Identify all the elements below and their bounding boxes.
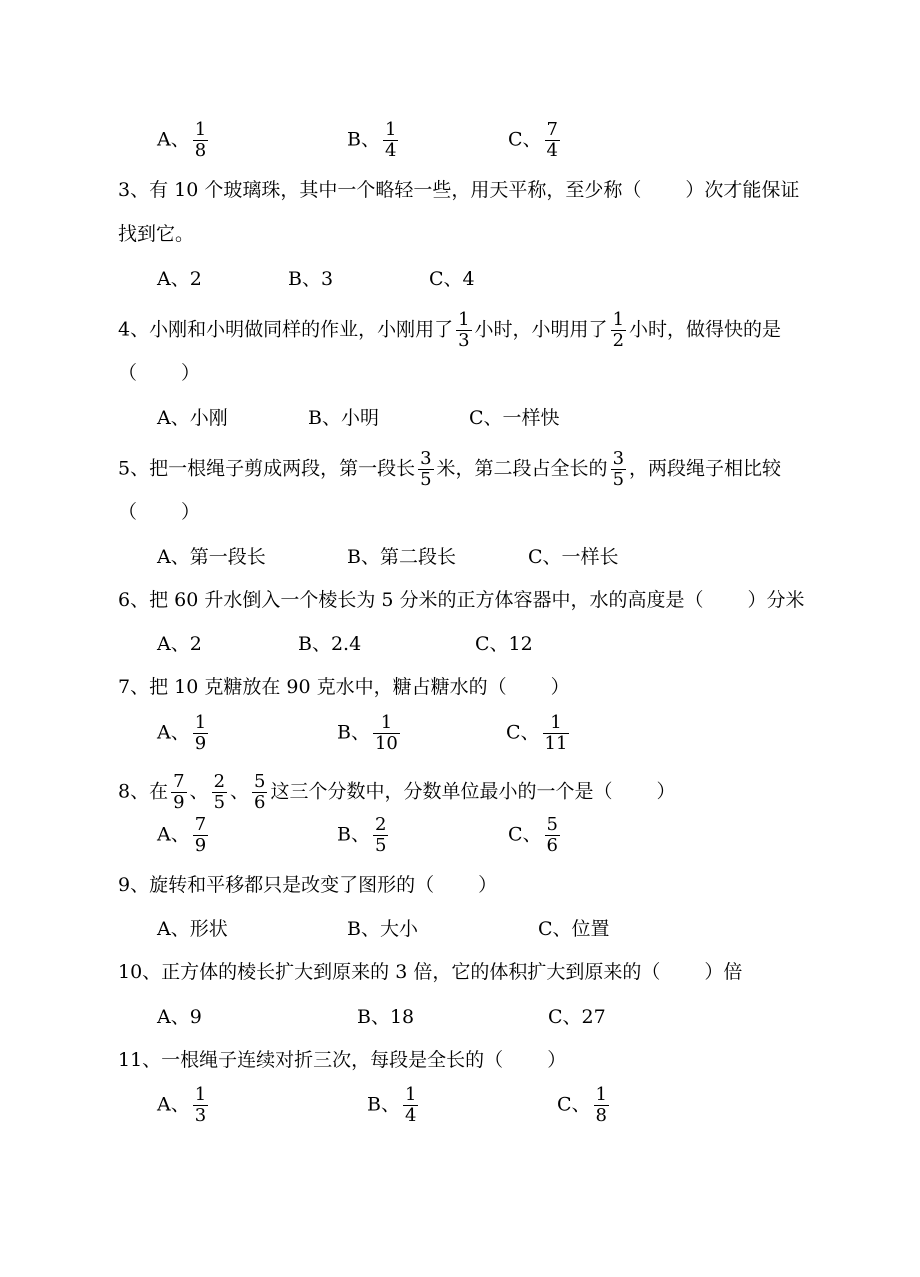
option-b: B、 $\frac{1}{4}$ bbox=[347, 119, 397, 161]
option-c: C、 $\frac{5}{6}$ bbox=[508, 814, 558, 856]
question-9: 9、旋转和平移都只是改变了图形的（ ） bbox=[118, 874, 498, 896]
fraction: $\frac{1}{2}$ bbox=[612, 309, 625, 351]
fraction: $\frac{7}{9}$ bbox=[194, 814, 207, 856]
option-b: B、第二段长 bbox=[347, 546, 456, 568]
fraction: $\frac{7}{4}$ bbox=[546, 119, 558, 161]
answer-blank: （ ） bbox=[118, 501, 201, 523]
question-8: 8、在 $\frac{7}{9}$ 、 $\frac{2}{5}$ 、 $\frac{5}{6}$ 这三个分数中，分数单位最小的一个是（ ） bbox=[118, 771, 676, 813]
option-b: B、2.4 bbox=[298, 633, 362, 655]
option-b: B、 $\frac{2}{5}$ bbox=[337, 814, 387, 856]
fraction: $\frac{1}{10}$ bbox=[374, 712, 398, 754]
option-a: A、 $\frac{1}{3}$ bbox=[157, 1084, 207, 1126]
fraction: $\frac{1}{8}$ bbox=[595, 1084, 607, 1126]
fraction: $\frac{1}{9}$ bbox=[194, 712, 207, 754]
fraction: $\frac{7}{9}$ bbox=[173, 771, 185, 813]
option-b: B、3 bbox=[288, 268, 334, 290]
question-10: 10、正方体的棱长扩大到原来的 3 倍，它的体积扩大到原来的（ ）倍 bbox=[118, 961, 743, 983]
question-3: 3、有 10 个玻璃珠，其中一个略轻一些，用天平称，至少称（ ）次才能保证 bbox=[118, 179, 800, 201]
fraction: $\frac{3}{5}$ bbox=[612, 448, 625, 490]
option-a: A、 $\frac{1}{8}$ bbox=[157, 119, 207, 161]
fraction: $\frac{1}{3}$ bbox=[458, 309, 470, 351]
fraction: $\frac{5}{6}$ bbox=[546, 814, 558, 856]
option-c: C、一样长 bbox=[528, 546, 619, 568]
option-c: C、 $\frac{7}{4}$ bbox=[508, 119, 558, 161]
option-a: A、2 bbox=[157, 268, 202, 290]
question-3-line2: 找到它。 bbox=[118, 223, 195, 245]
option-a: A、 $\frac{1}{9}$ bbox=[157, 712, 207, 754]
fraction: $\frac{1}{3}$ bbox=[194, 1084, 207, 1126]
option-b: B、大小 bbox=[347, 918, 418, 940]
option-b: B、18 bbox=[357, 1006, 415, 1028]
question-7: 7、把 10 克糖放在 90 克水中，糖占糖水的（ ） bbox=[118, 676, 570, 698]
option-b: B、 $\frac{1}{4}$ bbox=[367, 1084, 417, 1126]
option-a: A、9 bbox=[157, 1006, 202, 1028]
option-c: C、27 bbox=[548, 1006, 606, 1028]
option-c: C、一样快 bbox=[469, 407, 560, 429]
answer-blank: （ ） bbox=[118, 362, 201, 384]
fraction: $\frac{3}{5}$ bbox=[420, 448, 432, 490]
option-a: A、第一段长 bbox=[157, 546, 266, 568]
option-c: C、位置 bbox=[538, 918, 610, 940]
fraction: $\frac{1}{8}$ bbox=[194, 119, 207, 161]
question-6: 6、把 60 升水倒入一个棱长为 5 分米的正方体容器中，水的高度是（ ）分米 bbox=[118, 589, 805, 611]
option-a: A、 $\frac{7}{9}$ bbox=[157, 814, 207, 856]
fraction: $\frac{5}{6}$ bbox=[254, 771, 266, 813]
option-b: B、 $\frac{1}{10}$ bbox=[337, 712, 398, 754]
fraction: $\frac{2}{5}$ bbox=[213, 771, 226, 813]
option-c: C、 $\frac{1}{8}$ bbox=[557, 1084, 607, 1126]
question-4: 4、小刚和小明做同样的作业，小刚用了 $\frac{1}{3}$ 小时，小明用了 $\frac{1}{2}$ 小时，做得快的是 bbox=[118, 309, 782, 351]
option-c: C、4 bbox=[429, 268, 475, 290]
question-11: 11、一根绳子连续对折三次，每段是全长的（ ） bbox=[118, 1049, 567, 1071]
fraction: $\frac{2}{5}$ bbox=[374, 814, 387, 856]
fraction: $\frac{1}{4}$ bbox=[404, 1084, 417, 1126]
option-c: C、 $\frac{1}{11}$ bbox=[506, 712, 568, 754]
option-a: A、小刚 bbox=[157, 407, 228, 429]
option-a: A、形状 bbox=[157, 918, 228, 940]
question-5: 5、把一根绳子剪成两段，第一段长 $\frac{3}{5}$ 米，第二段占全长的 $\frac{3}{5}$ ，两段绳子相比较 bbox=[118, 448, 782, 490]
fraction: $\frac{1}{11}$ bbox=[544, 712, 568, 754]
fraction: $\frac{1}{4}$ bbox=[384, 119, 397, 161]
option-a: A、2 bbox=[157, 633, 202, 655]
option-b: B、小明 bbox=[308, 407, 379, 429]
option-c: C、12 bbox=[475, 633, 533, 655]
